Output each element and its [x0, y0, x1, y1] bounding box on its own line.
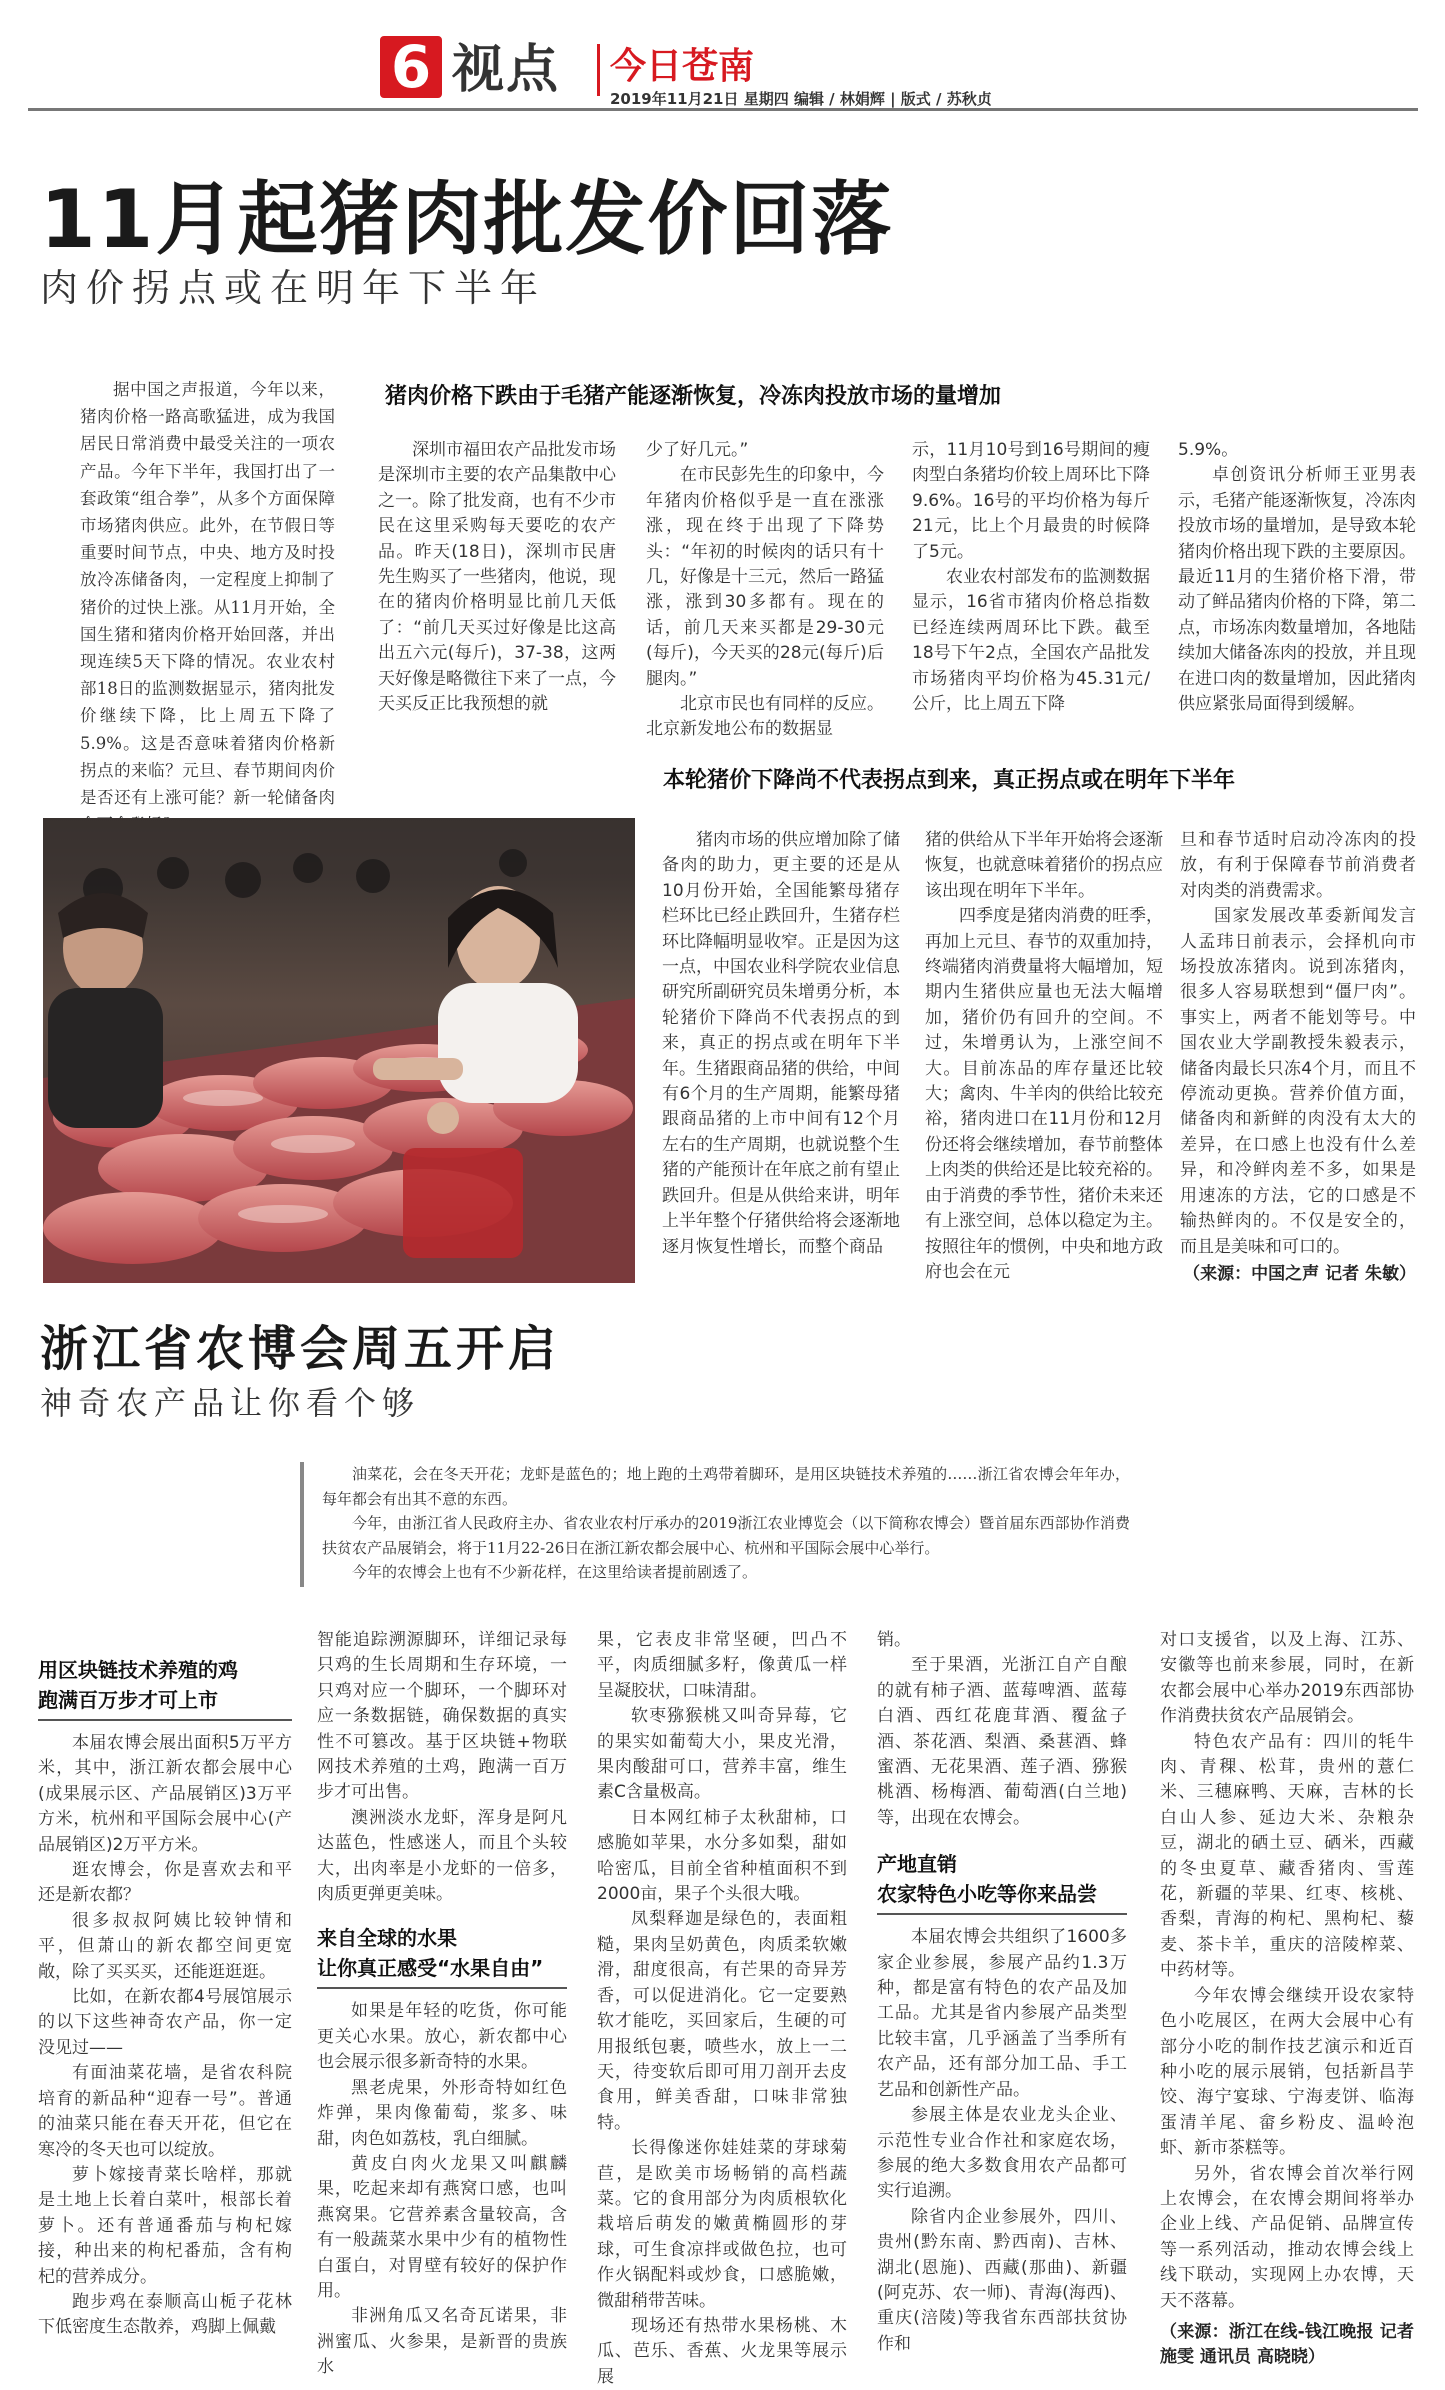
market-photo: [43, 818, 635, 1283]
article2-subheadline: 神奇农产品让你看个够: [40, 1384, 421, 1422]
article1-intro: 据中国之声报道，今年以来，猪肉价格一路高歌猛进，成为我国居民日常消费中最受关注的一项农产品。今年下半年，我国打出了一套政策“组合拳”，从多个方面保障市场猪肉供应。此外，在节假日等重要时间节点，中央、地方及时投放冷冻储备肉，一定程度上抑制了猪价的过快上涨。从11月开始，全国生猪和猪肉价格开始回落，并出现连续5天下降的情况。农业农村部18日的监测数据显示，猪肉批发价继续下降，比上周五下降了5.9%。这是否意味着猪肉价格新拐点的来临？元旦、春节期间肉价是否还有上涨可能？新一轮储备肉: [80, 380, 335, 808]
box1-title-1: 用区块链技术养殖的鸡: [38, 1658, 238, 1682]
article2-col1: 用区块链技术养殖的鸡 跑满百万步才可上市 本届农博会展出面积5万平方米，其中，浙江新农都会展中心(成果展示区、产品展销区)3万平方米，杭州和平国际会展中心(产品展销区)2万平方米。 逛农博会，你是喜欢去和平还是新农都？ 很多叔叔阿姨比较钟情和平，但萧山的新农都空间更宽敞，除了买买买，还能逛逛逛。 比如，在新农都4号展馆展示的以下这些神奇农产品，你一定没见过—— 有面油菜花墙，是省农科院培育的新品种“迎春一号”。普通的油菜只能在春天开花，但它在寒冷的冬天也可以绽放。 萝卜嫁接青菜长啥样，那就是土地上长着白菜叶，根部长着萝卜。还有普通番茄与枸杞嫁接，种出来的枸杞番茄，含有枸杞的营养成分。 跑步鸡在泰顺高山栀子花林下低密度生态散养，鸡脚上佩戴: [38, 1655, 292, 2341]
article2-col4: 销。 至于果酒，光浙江自产自酿的就有柿子酒、蓝莓啤酒、蓝莓白酒、西红花鹿茸酒、覆盆子酒、茶花酒、梨酒、桑葚酒、蜂蜜酒、无花果酒、莲子酒、猕猴桃酒、杨梅酒、葡萄酒(白兰地)等，出现在农博会。 产地直销 农家特色小吃等你来品尝 本届农博会共组织了1600多家企业参展，参展产品约1.3万种，都是富有特色的农产品及加工品。尤其是省内参展产品类型比较丰富，几乎涵盖了当季所有农产品，还有部分加工品、手工艺品和创新性产品。 参展主体是农业龙头企业、示范性专业合作社和家庭农场，参展的绝大多数食用农产品都可实行追溯。 除省内企业参展外，四川、贵州(黔东南、黔西南)、吉林、湖北(恩施)、西藏(那曲)、新疆(阿克苏、农一师)、青海(海西)、重庆(涪陵)等我省东西部扶贫协作和: [877, 1630, 1127, 2354]
box2-title-1: 来自全球的水果: [317, 1926, 457, 1951]
article2-source: （来源：浙江在线-钱江晚报 记者 施雯 通讯员 高晓晓）: [1160, 2321, 1414, 2368]
page-number: 6: [380, 36, 442, 98]
article1-headline: 11月起猪肉批发价回落: [40, 173, 894, 266]
article1-subheadline: 肉价拐点或在明年下半年: [40, 266, 547, 310]
article2-lead: 油菜花，会在冬天开花；龙虾是蓝色的；地上跑的土鸡带着脚环，是用区块链技术养殖的……浙江省农博会年年办，每年都会有出其不意的东西。 今年，由浙江省人民政府主办、省农业农村厅承办的2019浙江农业博览会（以下简称农博会）暨首届东西部协作消费扶贫农产品展销会，将于11月22-26日在浙江新农都会展中心、杭州和平国际会展中心举行。 今年的农博会上也有不少新花样，在这里给读者提前剧透了。: [322, 1465, 1130, 1581]
box1-rule: [38, 1719, 292, 1721]
article1-col2: 少了好几元。” 在市民彭先生的印象中，今年猪肉价格似乎是一直在涨涨涨，现在终于出现了下降势头：“年初的时候肉的话只有十几，好像是十三元，然后一路猛涨，涨到30多都有。现在的话，前几天来买都是29-30元(每斤)，今天买的28元(每斤)后腿肉。” 北京市民也有同样的反应。北京新发地公布的数据显: [646, 440, 884, 740]
masthead-rule: [28, 108, 1418, 111]
article2-col3: 果，它表皮非常坚硬，凹凸不平，肉质细腻多籽，像黄瓜一样呈凝胶状，口味清甜。 软枣猕猴桃又叫奇异莓，它的果实如葡萄大小，果皮光滑，果肉酸甜可口，营养丰富，维生素C含量极高。 日本网红柿子太秋甜柿，口感脆如苹果，水分多如梨，甜如哈密瓜，目前全省种植面积不到2000亩，果子个头很大哦。 凤梨释迦是绿色的，表面粗糙，果肉呈奶黄色，肉质柔软嫩滑，甜度很高，有芒果的奇异芳香，可以促进消化。它一定要熟软才能吃，买回家后，生硬的可用报纸包裹，喷些水，放上一二天，待变软后即可用刀剖开去皮食用，鲜美香甜，口味非常独特。 长得像迷你娃娃菜的芽球菊苣，是欧美市场畅销的高档蔬菜。它的食用部分为肉质根软化栽培后萌发的嫩黄椭圆形的芽球，可生食凉拌或做色拉，也可作火锅配料或炒食，口感脆嫩，微甜稍带苦味。 现场还有热带水果杨桃、木瓜、芭乐、香蕉、火龙果等展示展: [597, 1630, 847, 2387]
market-photo-illustration: [43, 818, 635, 1283]
article2-col2: 智能追踪溯源脚环，详细记录每只鸡的生长周期和生存环境，一只鸡对应一个脚环，一个脚环对应一条数据链，确保数据的真实性不可篡改。基于区块链+物联网技术养殖的土鸡，跑满一百万步才可出售。 澳洲淡水龙虾，浑身是阿凡达蓝色，性感迷人，而且个头较大，出肉率是小龙虾的一倍多，肉质更弹更美味。 来自全球的水果 让你真正感受“水果自由” 如果是年轻的吃货，你可能更关心水果。放心，新农都中心也会展示很多新奇特的水果。 黑老虎果，外形奇特如红色炸弹，果肉像葡萄，浆多、味甜，肉色如荔枝，乳白细腻。 黄皮白肉火龙果又叫麒麟果，吃起来却有燕窝口感，也叫燕窝果。它营养素含量较高，含有一般蔬菜水果中少有的植物性白蛋白，对胃壁有较好的保护作用。 非洲角瓜又名奇瓦诺果，非洲蜜瓜、火参果，是新晋的贵族水: [317, 1630, 567, 2378]
article1-col5: 猪肉市场的供应增加除了储备肉的助力，更主要的还是从10月份开始，全国能繁母猪存栏环比已经止跌回升，生猪存栏环比降幅明显收窄。正是因为这一点，中国农业科学院农业信息研究所副研究员朱增勇分析，本轮猪价下降尚不代表拐点的到来，真正的拐点或在明年下半年。生猪跟商品猪的供给，中间有6个月的生产周期，能繁母猪跟商品猪的上市中间有12个月左右的生产周期，也就说整个生猪的产能预计在年底之前有望止跌回升。但是从供给来讲，明年上半年整个仔猪供给将会逐渐地逐月恢复性增长，而整个商品: [662, 830, 900, 1257]
article1-col3: 示，11月10号到16号期间的瘦肉型白条猪均价较上周环比下降9.6%。16号的平均价格为每斤21元，比上个月最贵的时候降了5元。 农业农村部发布的监测数据显示，16省市猪肉价格总指数已经连续两周环比下跌。截至18号下午2点，全国农产品批发市场猪肉平均价格为45.31元/公斤，比上周五下降: [912, 440, 1150, 715]
box1-title-2: 跑满百万步才可上市: [38, 1688, 218, 1712]
article1-col7: 旦和春节适时启动冷冻肉的投放，有利于保障春节前消费者对肉类的消费需求。 国家发展改革委新闻发言人孟玮日前表示，会择机向市场投放冻猪肉。说到冻猪肉，很多人容易联想到“僵尸肉”。事实上，两者不能划等号。中国农业大学副教授朱毅表示，储备肉最长只冻4个月，而且不停流动更换。营养价值方面，储备肉和新鲜的肉没有太大的差异，在口感上也没有什么差异，和冷鲜肉差不多，如果是用速冻的方法，它的口感是不输热鲜肉的。不仅是安全的，而且是美味和可口的。 （来源：中国之声 记者 朱敏）: [1180, 828, 1416, 1287]
section-name: 视点: [452, 40, 561, 100]
article2-headline: 浙江省农博会周五开启: [40, 1321, 561, 1377]
article2-col5: 对口支援省，以及上海、江苏、安徽等也前来参展，同时，在新农都会展中心举办2019东西部协作消费扶贫农产品展销会。 特色农产品有：四川的牦牛肉、青稞、松茸，贵州的薏仁米、三穗麻鸭、天麻，吉林的长白山人参、延边大米、杂粮杂豆，湖北的硒土豆、硒米，西藏的冬虫夏草、藏香猪肉、雪莲花，新疆的苹果、红枣、核桃、香梨，青海的枸杞、黑枸杞、藜麦、茶卡羊，重庆的涪陵榨菜、中药材等。 今年农博会继续开设农家特色小吃展区，在两大会展中心有部分小吃的制作技艺演示和近百种小吃的展示展销，包括新昌芋饺、海宁宴球、宁海麦饼、临海蛋清羊尾、畲乡粉皮、温岭泡虾、新市茶糕等。 另外，省农博会首次举行网上农博会，在农博会期间将举办企业上线、产品促销、品牌宣传等一系列活动，推动农博会线上线下联动，实现网上办农博，天天不落幕。 （来源：浙江在线-钱江晚报 记者 施雯 通讯员 高晓晓）: [1160, 1628, 1414, 2371]
box3-title-2: 农家特色小吃等你来品尝: [877, 1882, 1097, 1907]
box3-title-1: 产地直销: [877, 1852, 957, 1877]
article1-col4: 5.9%。 卓创资讯分析师王亚男表示，毛猪产能逐渐恢复，冷冻肉投放市场的量增加，是导致本轮猪肉价格出现下跌的主要原因。最近11月的生猪价格下滑，带动了鲜品猪肉价格的下降，第二点，市场冻肉数量增加，各地陆续加大储备冻肉的投放，并且现在进口肉的数量增加，因此猪肉供应紧张局面得到缓解。: [1178, 440, 1416, 715]
article1-subhead-2: 本轮猪价下降尚不代表拐点到来，真正拐点或在明年下半年: [663, 768, 1236, 793]
paper-name: 今日苍南: [610, 46, 755, 87]
dateline: 2019年11月21日 星期四 编辑 / 林娟辉 | 版式 / 苏秋贞: [610, 90, 992, 108]
box3-rule: [877, 1913, 1127, 1915]
article1-source: （来源：中国之声 记者 朱敏）: [1183, 1263, 1416, 1284]
box2-title-2: 让你真正感受“水果自由”: [317, 1956, 544, 1981]
masthead-separator: [597, 44, 600, 96]
article1-col1: 深圳市福田农产品批发市场是深圳市主要的农产品集散中心之一。除了批发商，也有不少市民在这里采购每天要吃的农产品。昨天(18日)，深圳市民唐先生购买了一些猪肉，他说，现在的猪肉价格明显比前几天低了：“前几天买过好像是比这高出五六元(每斤)，37-38，这两天好像是略微往下来了一点，今天买反正比我预想的就: [378, 440, 616, 715]
box2-rule: [317, 1987, 567, 1989]
article1-subhead-1: 猪肉价格下跌由于毛猪产能逐渐恢复，冷冻肉投放市场的量增加: [385, 384, 1002, 409]
article1-col6: 猪的供给从下半年开始将会逐渐恢复，也就意味着猪价的拐点应该出现在明年下半年。 四季度是猪肉消费的旺季，再加上元旦、春节的双重加持，终端猪肉消费量将大幅增加，短期内生猪供应量也无法大幅增加，猪价仍有回升的空间。不过，朱增勇认为，上涨空间不大。目前冻品的库存量还比较大；禽肉、牛羊肉的供给比较充裕，猪肉进口在11月份和12月份还将会继续增加，春节前整体上肉类的供给还是比较充裕的。由于消费的季节性，猪价未来还有上涨空间，总体以稳定为主。按照往年的惯例，中央和地方政府也会在元: [925, 830, 1163, 1282]
